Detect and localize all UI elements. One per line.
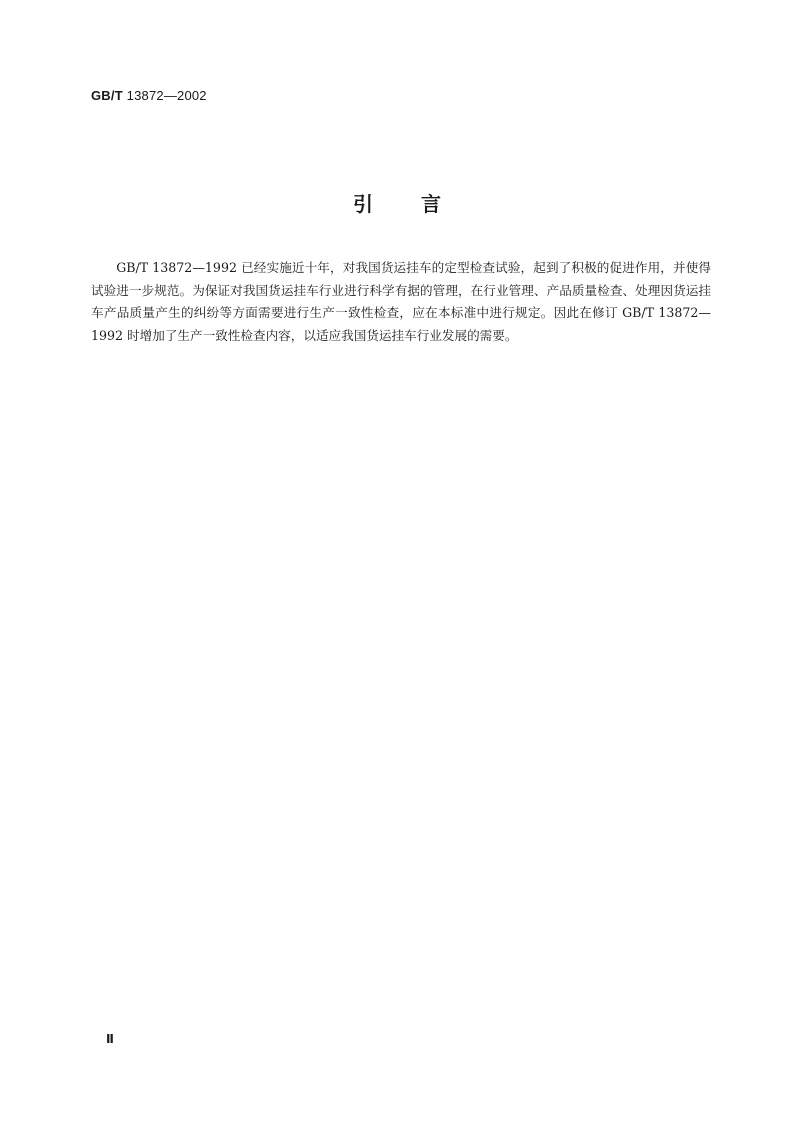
standard-number: 13872—2002 bbox=[126, 88, 207, 103]
introduction-paragraph: GB/T 13872—1992 已经实施近十年，对我国货运挂车的定型检查试验，起到了积极的促进作用，并使得试验进一步规范。为保证对我国货运挂车行业进行科学有据的管理，在行业管理、产品质量检查、处理因货运挂车产品质量产生的纠纷等方面需要进行生产一致性检查，应在本标准中进行规定。因此在修订 GB/T 13872—1992 时增加了生产一致性检查内容，以适应我国货运挂车行业发展的需要。 bbox=[91, 260, 711, 343]
standard-code: GB/T bbox=[91, 88, 123, 103]
section-title: 引言 bbox=[353, 192, 489, 216]
page-number: Ⅱ bbox=[106, 1032, 114, 1046]
document-header bbox=[91, 88, 207, 103]
